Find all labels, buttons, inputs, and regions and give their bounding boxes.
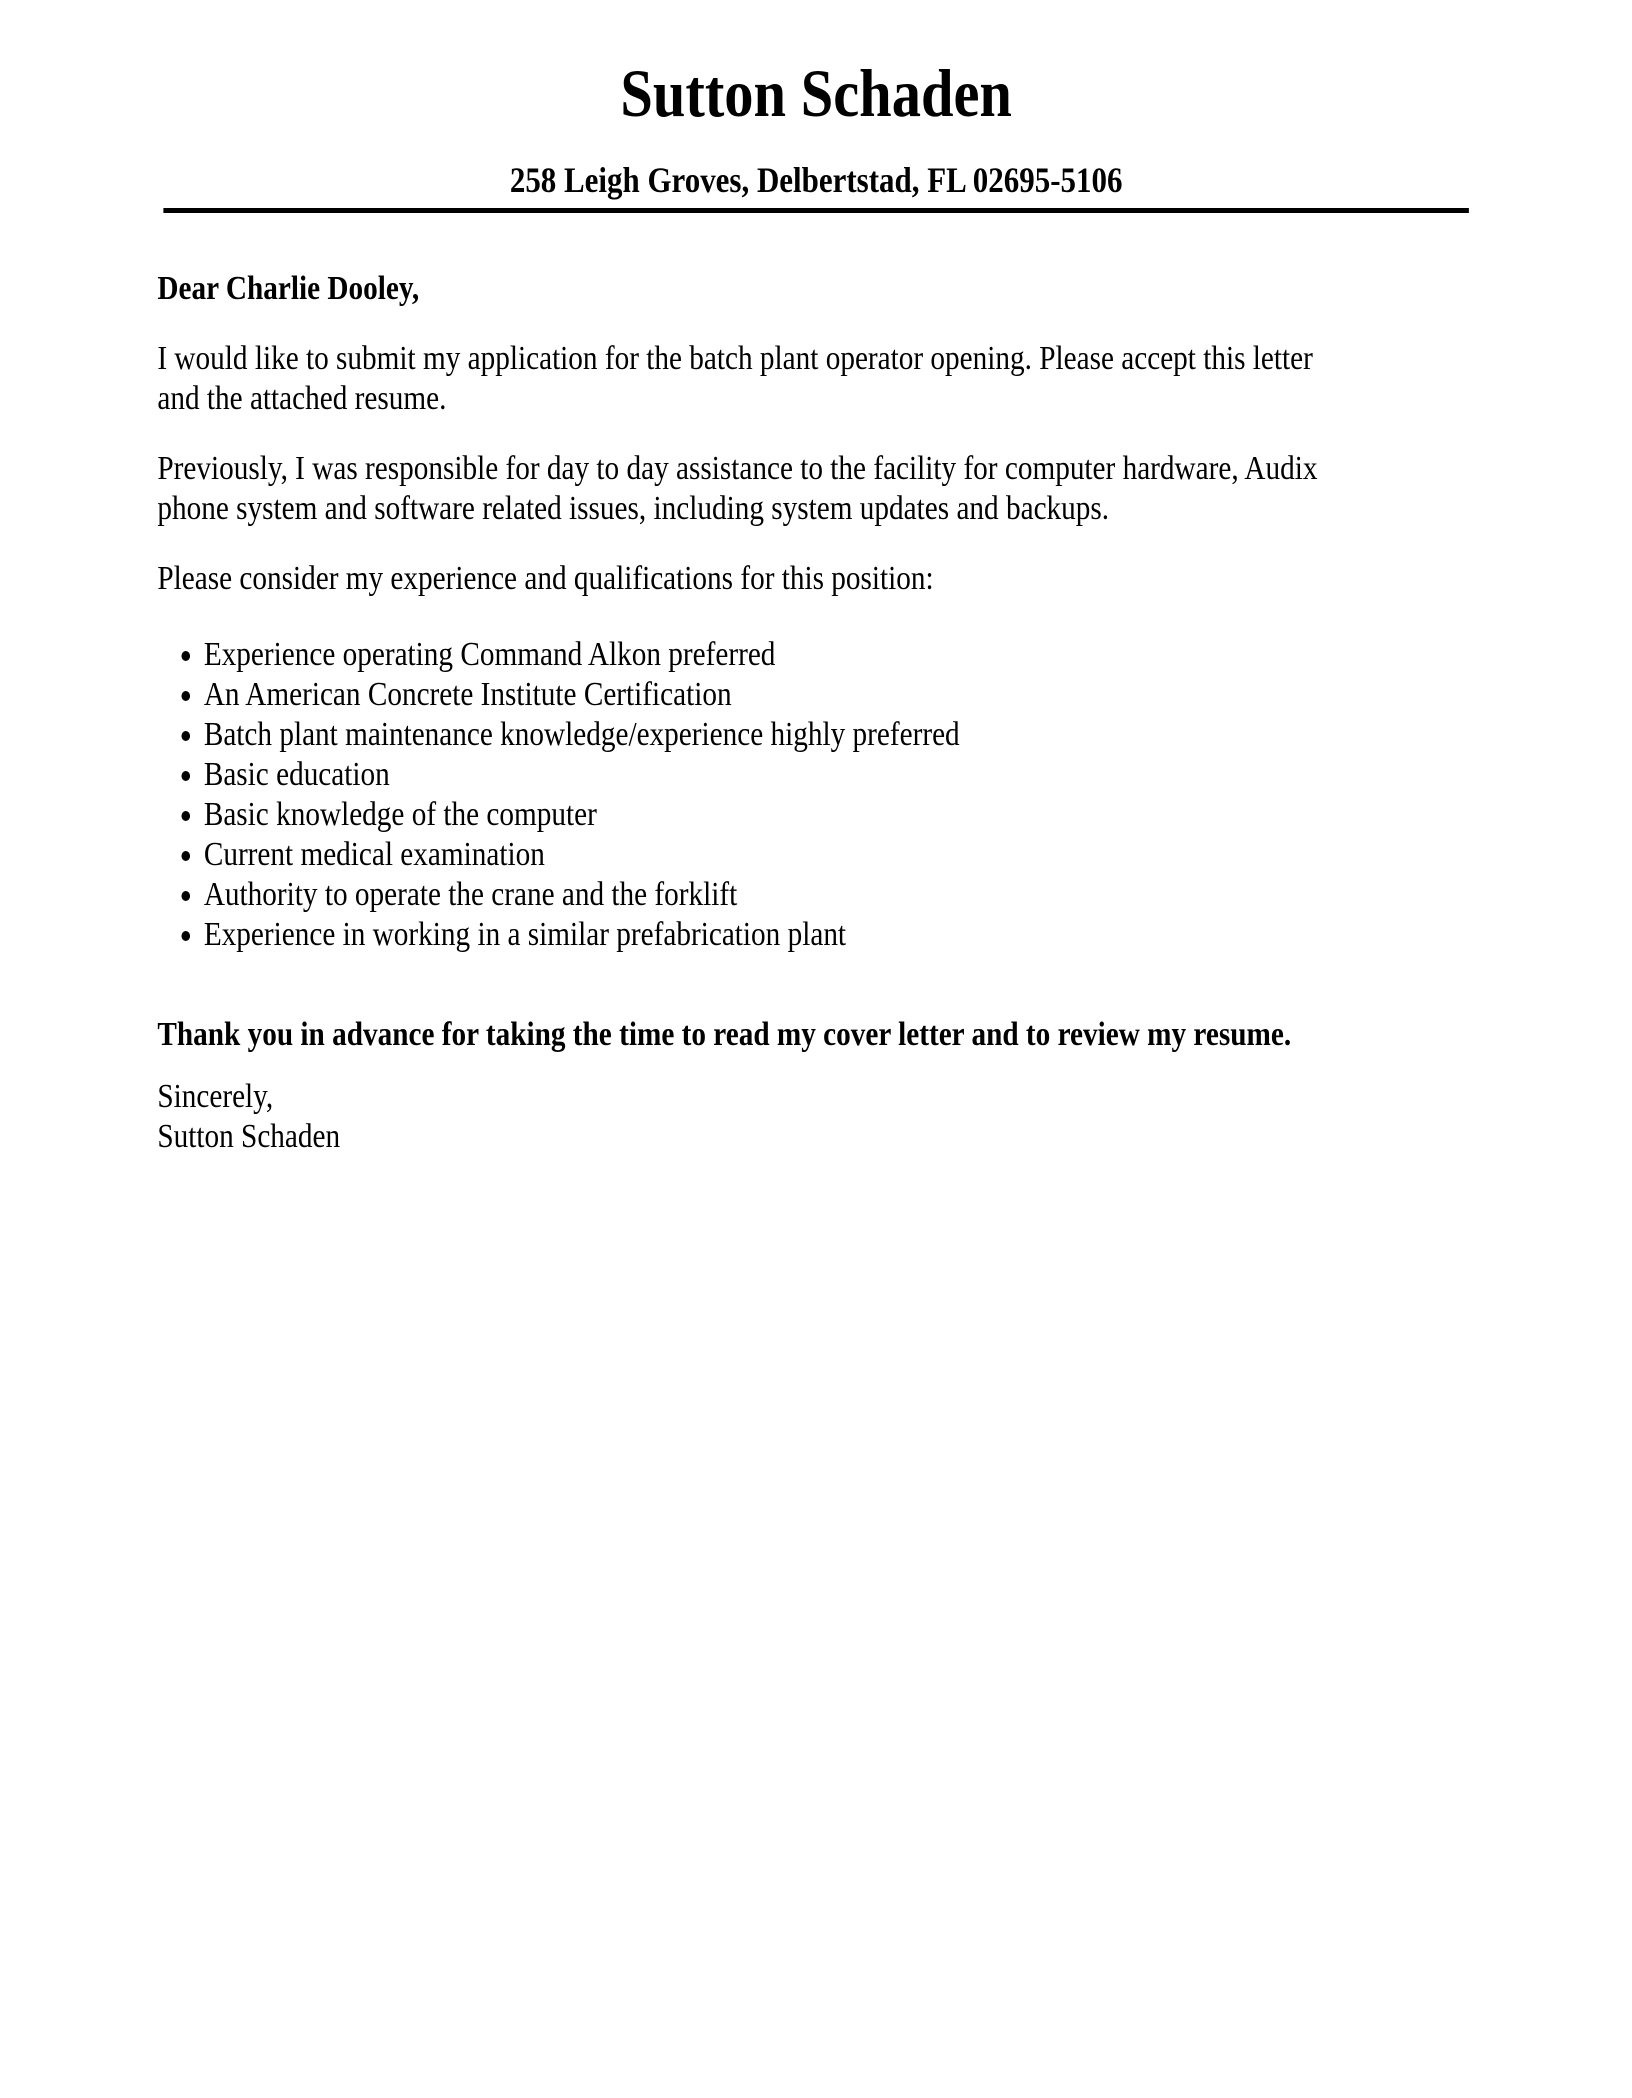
paragraph-line: Previously, I was responsible for day to day assistance to the facility for computer hardware, Audix [157, 450, 1318, 487]
thank-you-line: Thank you in advance for taking the time to read my cover letter and to review my resume. [157, 1016, 1292, 1053]
paragraph-application [157, 339, 1462, 419]
list-item: • Basic knowledge of the computer [204, 795, 1462, 835]
list-item: • Experience in working in a similar prefabrication plant [204, 915, 1462, 955]
paragraph-line: and the attached resume. [157, 380, 447, 417]
list-item: • Basic education [204, 755, 1462, 795]
closing-block [157, 1077, 1462, 1157]
qualifications-list [157, 635, 1462, 955]
closing-salutation: Sincerely, [157, 1078, 274, 1115]
letter-body [157, 269, 1462, 1157]
letter-header [0, 0, 1632, 213]
paragraph-line: I would like to submit my application for the batch plant operator opening. Please accept this letter [157, 340, 1313, 377]
header-divider [163, 208, 1468, 213]
signature-name: Sutton Schaden [157, 1118, 341, 1155]
list-item: • Batch plant maintenance knowledge/experience highly preferred [204, 715, 1462, 755]
qualifications-intro: Please consider my experience and qualifications for this position: [157, 560, 934, 597]
list-item: • Current medical examination [204, 835, 1462, 875]
sender-name: Sutton Schaden [620, 55, 1012, 131]
salutation: Dear Charlie Dooley, [157, 270, 420, 307]
paragraph-experience [157, 449, 1462, 529]
list-item: • Authority to operate the crane and the forklift [204, 875, 1462, 915]
list-item: • Experience operating Command Alkon preferred [204, 635, 1462, 675]
sender-address: 258 Leigh Groves, Delbertstad, FL 02695-5106 [509, 160, 1123, 200]
paragraph-line: phone system and software related issues, including system updates and backups. [157, 490, 1110, 527]
list-item: • An American Concrete Institute Certification [204, 675, 1462, 715]
